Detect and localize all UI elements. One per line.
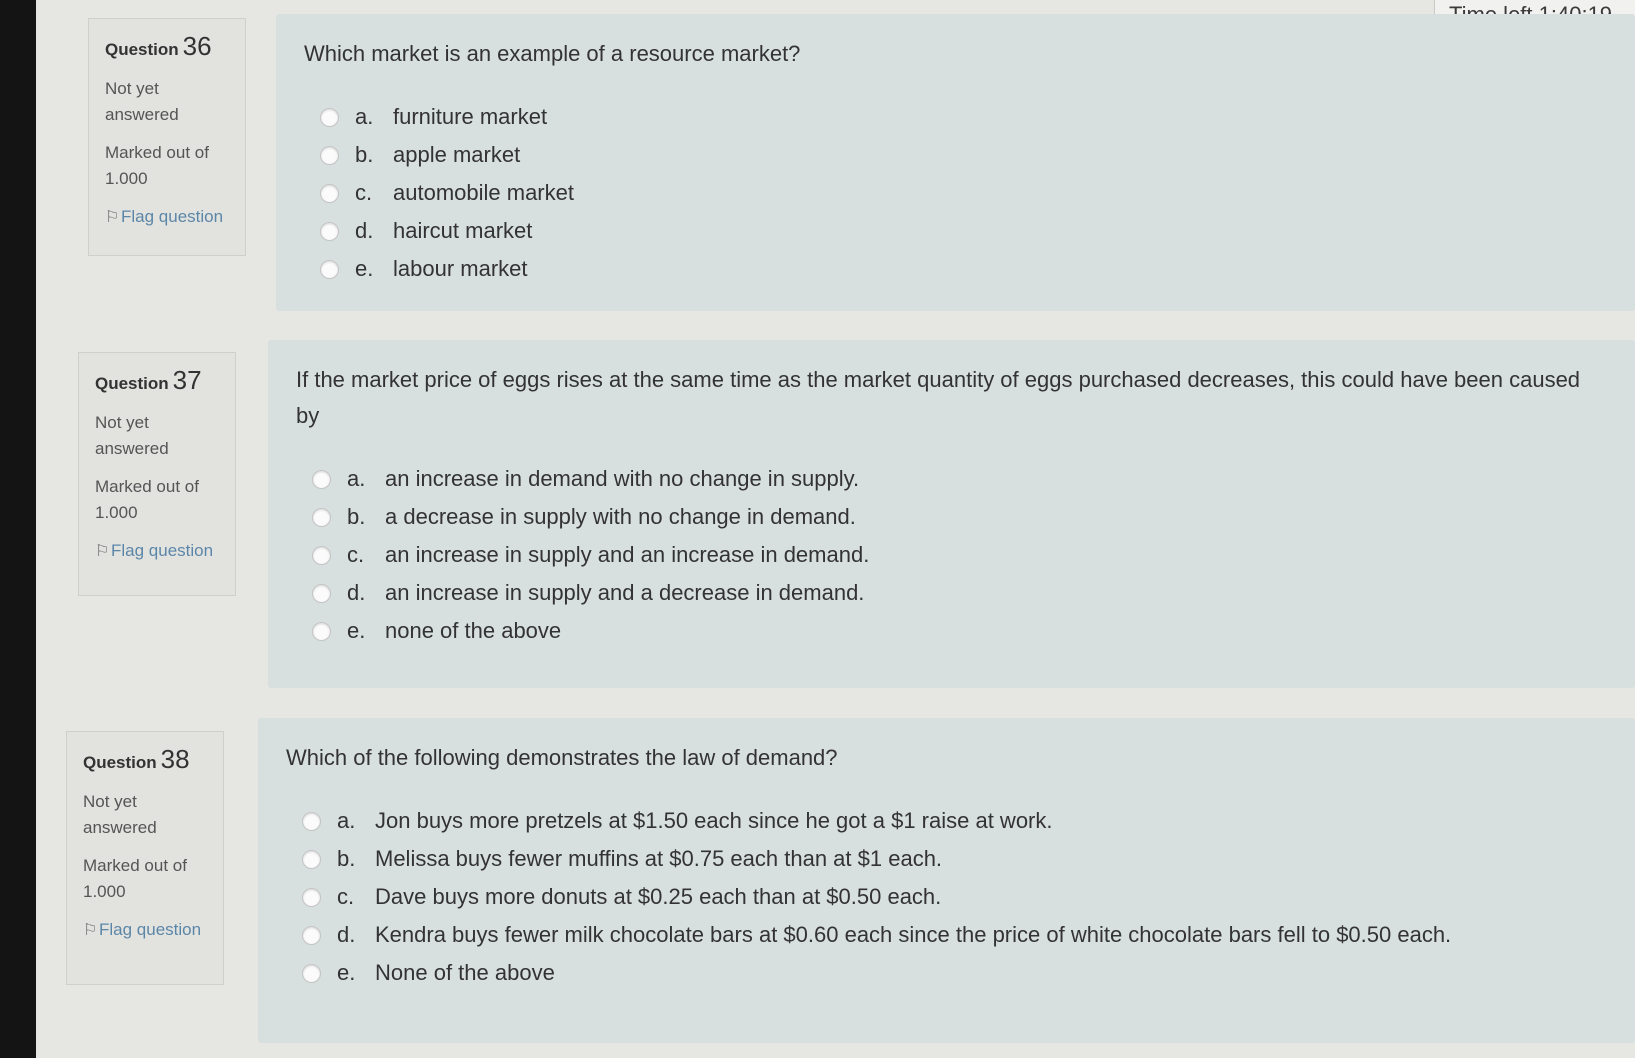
option-text: None of the above [375,960,555,985]
question-number-value: 38 [160,744,190,774]
flag-icon: ⚐ [95,543,110,560]
radio-button[interactable] [302,964,321,983]
option-letter: e. [355,256,374,281]
radio-button[interactable] [302,812,321,831]
answer-option-e[interactable] [312,612,1609,650]
option-letter: d. [337,922,356,947]
option-text: an increase in supply and a decrease in demand. [385,580,865,605]
radio-button[interactable] [302,850,321,869]
option-letter: b. [337,846,356,871]
radio-button[interactable] [312,622,331,641]
radio-button[interactable] [312,546,331,565]
question-number [95,365,221,396]
option-text: none of the above [385,618,562,643]
question-text: Which market is an example of a resource market? [304,41,801,66]
answer-option-d[interactable] [320,212,1609,250]
answer-option-d[interactable] [302,916,1609,954]
answer-option-a[interactable] [302,802,1609,840]
radio-button[interactable] [320,184,339,203]
option-text: an increase in supply and an increase in demand. [385,542,870,567]
option-letter: d. [347,580,366,605]
question-content-38 [258,718,1635,1043]
question-text: Which of the following demonstrates the law of demand? [286,745,838,770]
option-letter: b. [355,142,374,167]
option-text: Jon buys more pretzels at $1.50 each since he got a $1 raise at work. [375,808,1053,833]
radio-button[interactable] [312,470,331,489]
answer-option-a[interactable] [320,98,1609,136]
question-info-36 [88,18,246,256]
answer-option-d[interactable] [312,574,1609,612]
question-label: Question [83,753,157,772]
answer-option-b[interactable] [302,840,1609,878]
question-grade: Marked out of 1.000 [83,856,187,901]
question-state: Not yet answered [95,413,169,458]
option-letter: d. [355,218,374,243]
flag-question-label: Flag question [99,920,202,939]
question-content-37 [268,340,1635,688]
option-letter: a. [347,466,366,491]
option-text: haircut market [393,218,533,243]
option-letter: a. [337,808,356,833]
option-letter: a. [355,104,374,129]
option-text: furniture market [393,104,548,129]
screen-bezel [0,0,36,1058]
question-grade: Marked out of 1.000 [95,477,199,522]
answer-options [286,802,1609,992]
answer-option-c[interactable] [312,536,1609,574]
radio-button[interactable] [320,108,339,127]
question-label: Question [95,374,169,393]
answer-options [304,98,1609,288]
answer-option-a[interactable] [312,460,1609,498]
answer-option-c[interactable] [320,174,1609,212]
option-text: a decrease in supply with no change in demand. [385,504,856,529]
question-content-36 [276,14,1635,311]
option-letter: c. [337,884,355,909]
flag-question-link[interactable] [105,204,231,231]
question-label: Question [105,40,179,59]
question-number-value: 36 [182,31,212,61]
flag-question-label: Flag question [121,207,224,226]
flag-question-label: Flag question [111,541,214,560]
question-info-38 [66,731,224,985]
radio-button[interactable] [320,260,339,279]
question-text: If the market price of eggs rises at the same time as the market quantity of eggs purchased decreases, this could have been caused by [296,367,1581,428]
radio-button[interactable] [320,146,339,165]
radio-button[interactable] [302,888,321,907]
answer-option-e[interactable] [320,250,1609,288]
option-text: apple market [393,142,521,167]
radio-button[interactable] [312,508,331,527]
flag-icon: ⚐ [105,209,120,226]
option-text: automobile market [393,180,574,205]
option-letter: e. [337,960,356,985]
radio-button[interactable] [302,926,321,945]
question-state: Not yet answered [83,792,157,837]
option-letter: e. [347,618,366,643]
option-text: labour market [393,256,528,281]
flag-question-link[interactable] [83,917,209,944]
answer-option-b[interactable] [320,136,1609,174]
option-text: Kendra buys fewer milk chocolate bars at $0.60 each since the price of white chocolate bars fell to $0.50 each. [375,922,1452,947]
option-text: Dave buys more donuts at $0.25 each than at $0.50 each. [375,884,942,909]
question-info-37 [78,352,236,596]
option-text: an increase in demand with no change in supply. [385,466,860,491]
question-state: Not yet answered [105,79,179,124]
answer-options [296,460,1609,650]
answer-option-e[interactable] [302,954,1609,992]
radio-button[interactable] [320,222,339,241]
question-number [83,744,209,775]
answer-option-b[interactable] [312,498,1609,536]
option-letter: c. [355,180,373,205]
question-number [105,31,231,62]
flag-icon: ⚐ [83,922,98,939]
radio-button[interactable] [312,584,331,603]
option-letter: c. [347,542,365,567]
answer-option-c[interactable] [302,878,1609,916]
question-grade: Marked out of 1.000 [105,143,209,188]
question-number-value: 37 [172,365,202,395]
option-letter: b. [347,504,366,529]
option-text: Melissa buys fewer muffins at $0.75 each than at $1 each. [375,846,943,871]
flag-question-link[interactable] [95,538,221,565]
